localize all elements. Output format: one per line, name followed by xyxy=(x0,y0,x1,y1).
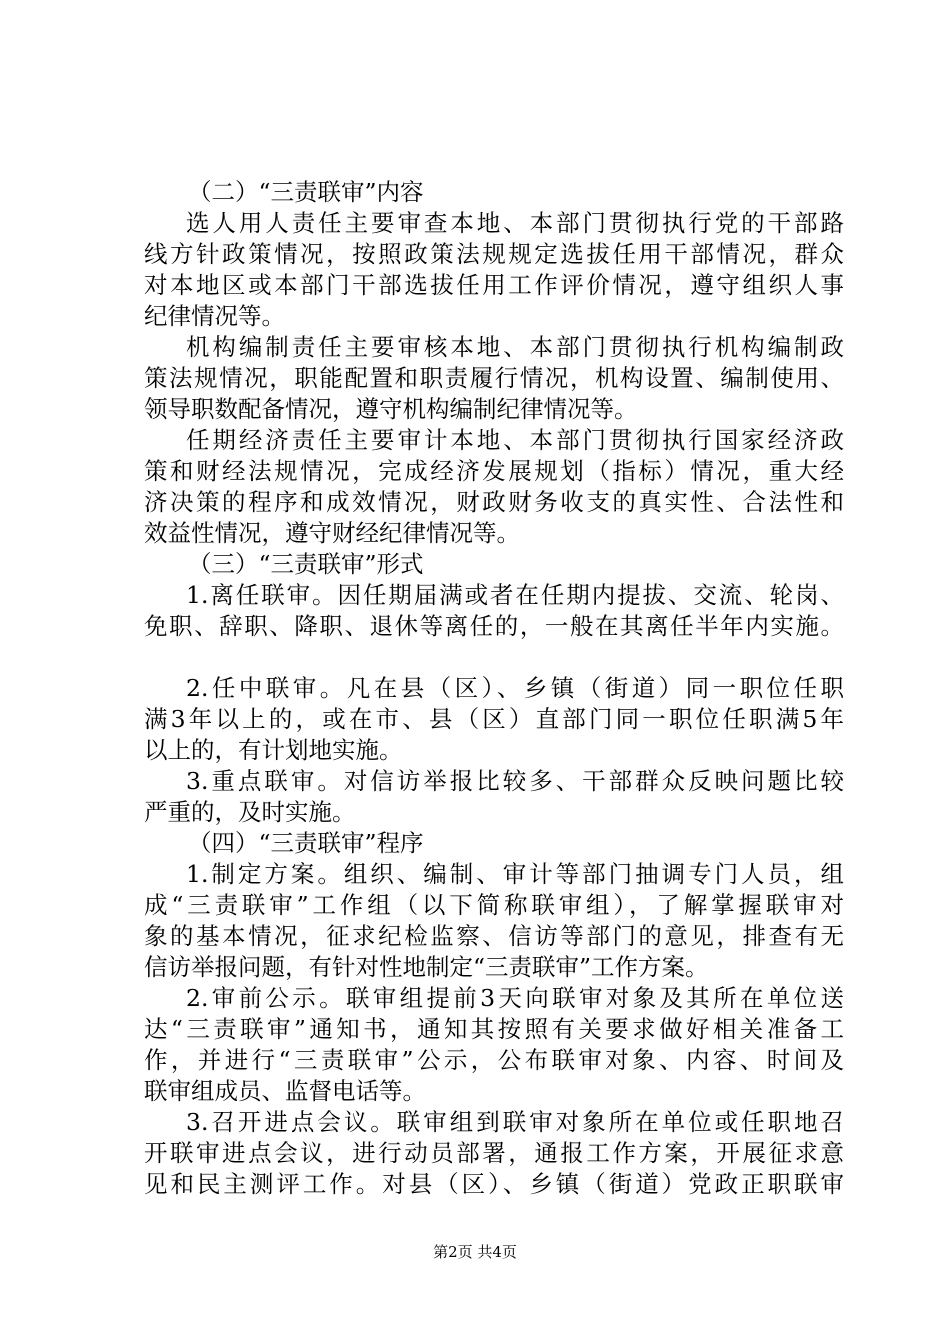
document-body xyxy=(144,177,844,1200)
paragraph-last-line: 以上的，有计划地实施。 xyxy=(144,736,403,764)
paragraph-first-line: 2.审前公示。联审组提前3天向联审对象及其所在单位送 xyxy=(186,984,844,1012)
paragraph-last-line: 严重的，及时实施。 xyxy=(144,798,356,826)
section-heading: （四）“三责联审”程序 xyxy=(188,829,424,857)
paragraph-line: 策法规情况，职能配置和职责履行情况，机构设置、编制使用、 xyxy=(144,364,844,392)
paragraph-first-line: 任期经济责任主要审计本地、本部门贯彻执行国家经济政 xyxy=(186,426,844,454)
paragraph-first-line: 选人用人责任主要审查本地、本部门贯彻执行党的干部路 xyxy=(186,209,844,237)
section-heading: （二）“三责联审”内容 xyxy=(188,178,424,206)
paragraph-line: 对本地区或本部门干部选拔任用工作评价情况，遵守组织人事 xyxy=(144,271,844,299)
paragraph-line: 免职、辞职、降职、退休等离任的，一般在其离任半年内实施。 xyxy=(144,612,844,640)
blank-line xyxy=(144,642,844,673)
paragraph-first-line: 3.重点联审。对信访举报比较多、干部群众反映问题比较 xyxy=(186,767,844,795)
paragraph-line: 策和财经法规情况，完成经济发展规划（指标）情况，重大经 xyxy=(144,457,844,485)
paragraph-line: 作，并进行“三责联审”公示，公布联审对象、内容、时间及 xyxy=(144,1046,844,1074)
section-heading: （三）“三责联审”形式 xyxy=(188,550,424,578)
paragraph-line: 达“三责联审”通知书，通知其按照有关要求做好相关准备工 xyxy=(144,1015,844,1043)
paragraph-first-line: 3.召开进点会议。联审组到联审对象所在单位或任职地召 xyxy=(186,1108,844,1136)
paragraph-line: 成“三责联审”工作组（以下简称联审组），了解掌握联审对 xyxy=(144,891,844,919)
paragraph-line: 见和民主测评工作。对县（区）、乡镇（街道）党政正职联审 xyxy=(144,1170,844,1198)
paragraph-first-line: 2.任中联审。凡在县（区）、乡镇（街道）同一职位任职 xyxy=(186,674,844,702)
page-footer: 第2页 共4页 xyxy=(433,1243,517,1261)
paragraph-line: 济决策的程序和成效情况，财政财务收支的真实性、合法性和 xyxy=(144,488,844,516)
paragraph-last-line: 效益性情况，遵守财经纪律情况等。 xyxy=(144,519,520,547)
paragraph-first-line: 机构编制责任主要审核本地、本部门贯彻执行机构编制政 xyxy=(186,333,844,361)
paragraph-last-line: 联审组成员、监督电话等。 xyxy=(144,1077,426,1105)
paragraph-line: 满3年以上的，或在市、县（区）直部门同一职位任职满5年 xyxy=(144,705,844,733)
paragraph-first-line: 1.制定方案。组织、编制、审计等部门抽调专门人员，组 xyxy=(186,860,844,888)
paragraph-last-line: 领导职数配备情况，遵守机构编制纪律情况等。 xyxy=(144,395,638,423)
paragraph-last-line: 信访举报问题，有针对性地制定“三责联审”工作方案。 xyxy=(144,953,709,981)
paragraph-line: 象的基本情况，征求纪检监察、信访等部门的意见，排查有无 xyxy=(144,922,844,950)
paragraph-line: 线方针政策情况，按照政策法规规定选拔任用干部情况，群众 xyxy=(144,240,844,268)
paragraph-last-line: 纪律情况等。 xyxy=(144,302,285,330)
paragraph-line: 开联审进点会议，进行动员部署，通报工作方案，开展征求意 xyxy=(144,1139,844,1167)
paragraph-first-line: 1.离任联审。因任期届满或者在任期内提拔、交流、轮岗、 xyxy=(186,581,844,609)
